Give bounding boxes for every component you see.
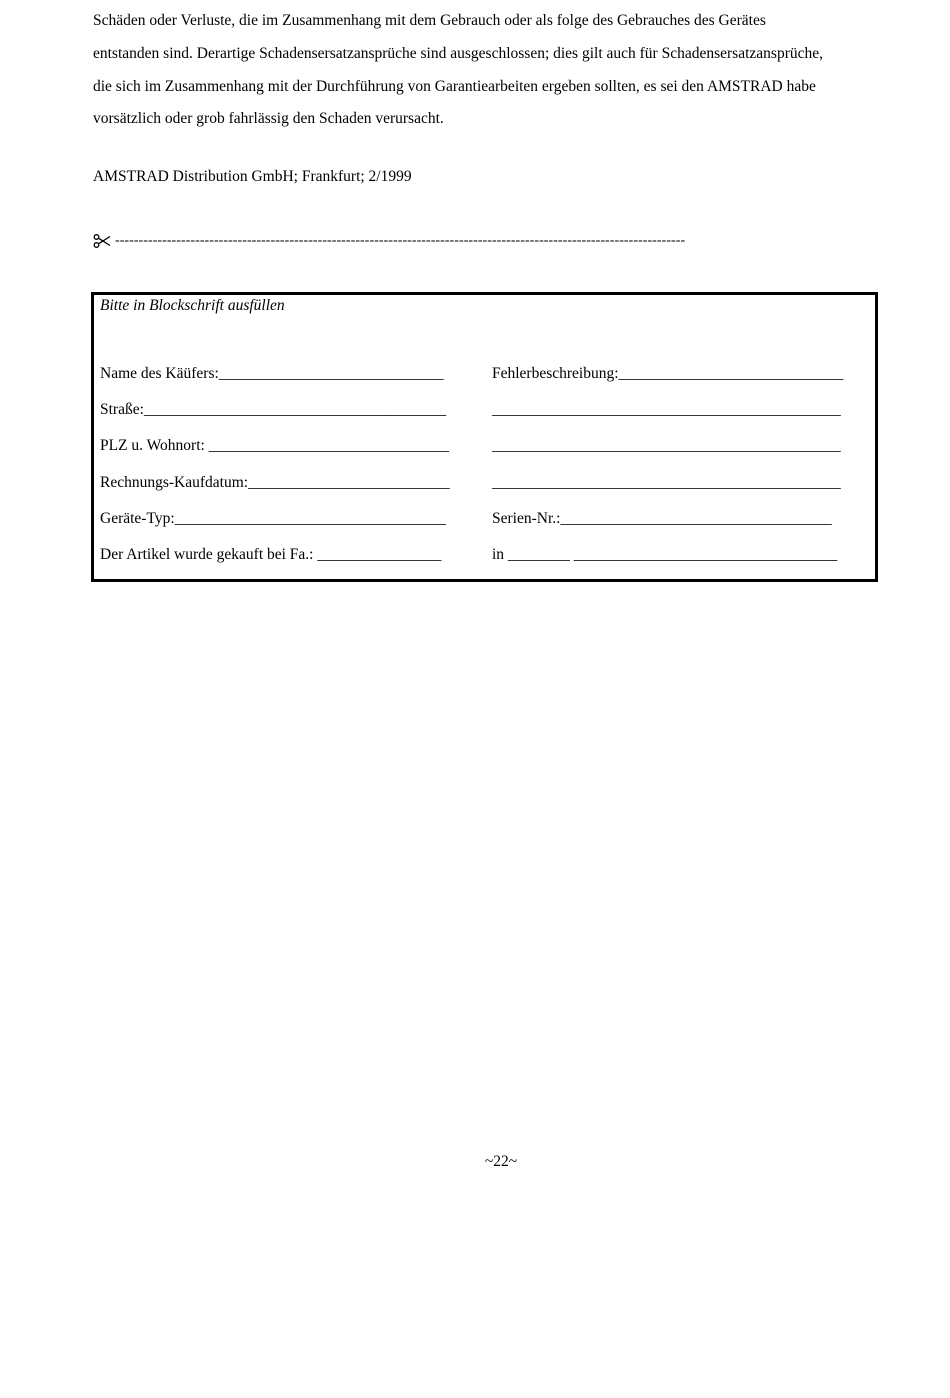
- device-type-field[interactable]: Geräte-Typ:___________________________________: [100, 510, 446, 527]
- fault-description-line[interactable]: _____________________________________________: [492, 474, 841, 491]
- cut-dashes: -------------------------------------------------------------------------------------------------------------------------: [115, 233, 686, 248]
- page-number: ~22~: [484, 1153, 518, 1170]
- store-field[interactable]: Der Artikel wurde gekauft bei Fa.: ________________: [100, 546, 442, 563]
- cut-line: [93, 233, 685, 249]
- serial-number-field[interactable]: Serien-Nr.:___________________________________: [492, 510, 832, 527]
- scissors-icon: [93, 234, 111, 248]
- form-title: Bitte in Blockschrift ausfüllen: [100, 297, 285, 314]
- fault-description-field[interactable]: Fehlerbeschreibung:_____________________________: [492, 365, 844, 382]
- zip-city-field[interactable]: PLZ u. Wohnort: _______________________________: [100, 437, 449, 454]
- company-signature: AMSTRAD Distribution GmbH; Frankfurt; 2/1999: [93, 168, 412, 185]
- warranty-paragraph: [93, 5, 883, 136]
- paragraph-line: vorsätzlich oder grob fahrlässig den Schaden verursacht.: [93, 110, 444, 128]
- paragraph-line: entstanden sind. Derartige Schadensersatzansprüche sind ausgeschlossen; dies gilt auch für Schadensersatzansprüche,: [93, 44, 823, 62]
- paragraph-line: die sich im Zusammenhang mit der Durchführung von Garantiearbeiten ergeben sollten, es sei den AMSTRAD habe: [93, 77, 816, 95]
- paragraph-line: Schäden oder Verluste, die im Zusammenhang mit dem Gebrauch oder als folge des Gebrauches des Gerätes: [93, 12, 766, 29]
- buyer-name-field[interactable]: Name des Käüfers:_____________________________: [100, 365, 444, 382]
- street-field[interactable]: Straße:_______________________________________: [100, 401, 447, 418]
- fault-description-line[interactable]: _____________________________________________: [492, 437, 841, 454]
- store-location-field[interactable]: in ________ __________________________________: [492, 546, 838, 563]
- warranty-form: [91, 292, 878, 582]
- purchase-date-field[interactable]: Rechnungs-Kaufdatum:__________________________: [100, 474, 450, 491]
- fault-description-line[interactable]: _____________________________________________: [492, 401, 841, 418]
